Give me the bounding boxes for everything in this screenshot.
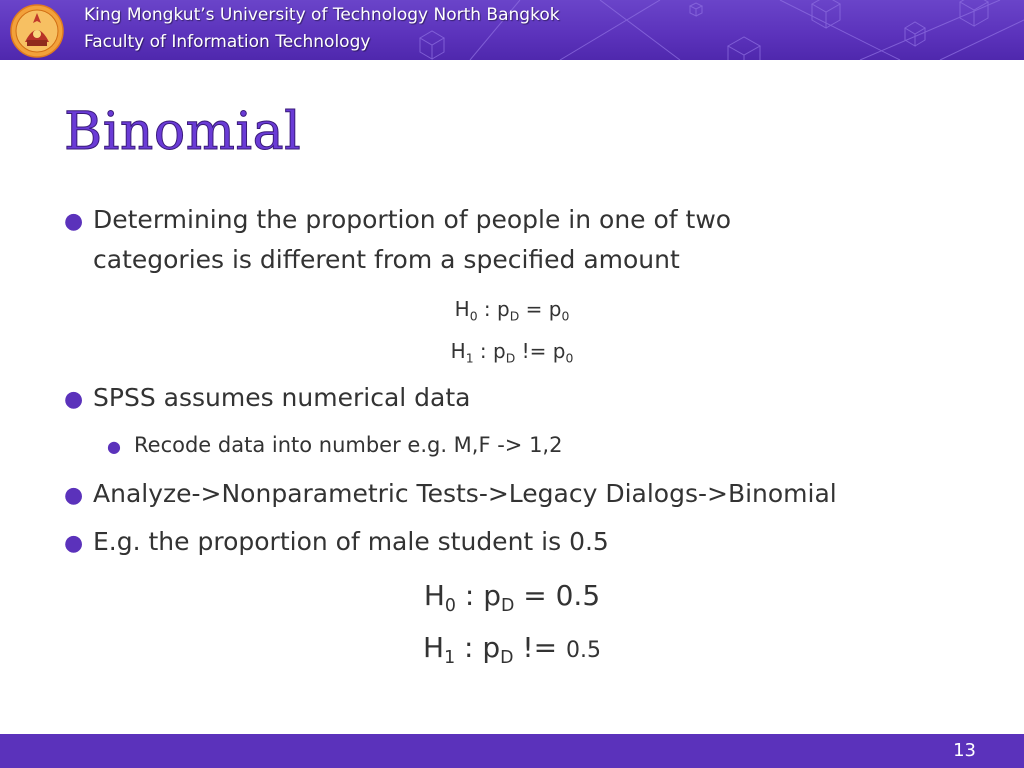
bullet-2-text: SPSS assumes numerical data xyxy=(93,383,471,412)
hypothesis-null-example: $H_0$ : $p_D = 0.5$ xyxy=(423,579,601,617)
sub-bullet-marker: ● xyxy=(107,437,121,456)
bullet-1-line-2: categories is different from a specified amount xyxy=(93,245,680,274)
bullet-3-text: Analyze->Nonparametric Tests->Legacy Dialogs->Binomial xyxy=(93,479,837,508)
bullet-marker: ● xyxy=(64,531,84,556)
page-number: 13 xyxy=(953,740,976,761)
bullet-marker: ● xyxy=(64,387,84,412)
bullet-4-text: E.g. the proportion of male student is 0.5 xyxy=(93,527,609,556)
hypothesis-alt-generic: $H_1$ : $p_D$ != $p_0$ xyxy=(450,339,574,366)
bullet-marker: ● xyxy=(64,483,84,508)
hypothesis-null-generic: $H_0$ : $p_D = p_0$ xyxy=(454,297,570,324)
faculty-name: Faculty of Information Technology xyxy=(84,32,371,52)
sub-bullet-text: Recode data into number e.g. M,F -> 1,2 xyxy=(134,433,563,457)
hypothesis-alt-example: $H_1$ : $p_D$ != 0.5 xyxy=(423,631,601,669)
bullet-1-line-1: Determining the proportion of people in one of two xyxy=(93,205,732,234)
slide-title: Binomial xyxy=(64,102,302,162)
footer-bar xyxy=(0,734,1024,768)
university-name: King Mongkut’s University of Technology North Bangkok xyxy=(84,5,560,25)
bullet-marker: ● xyxy=(64,209,84,234)
